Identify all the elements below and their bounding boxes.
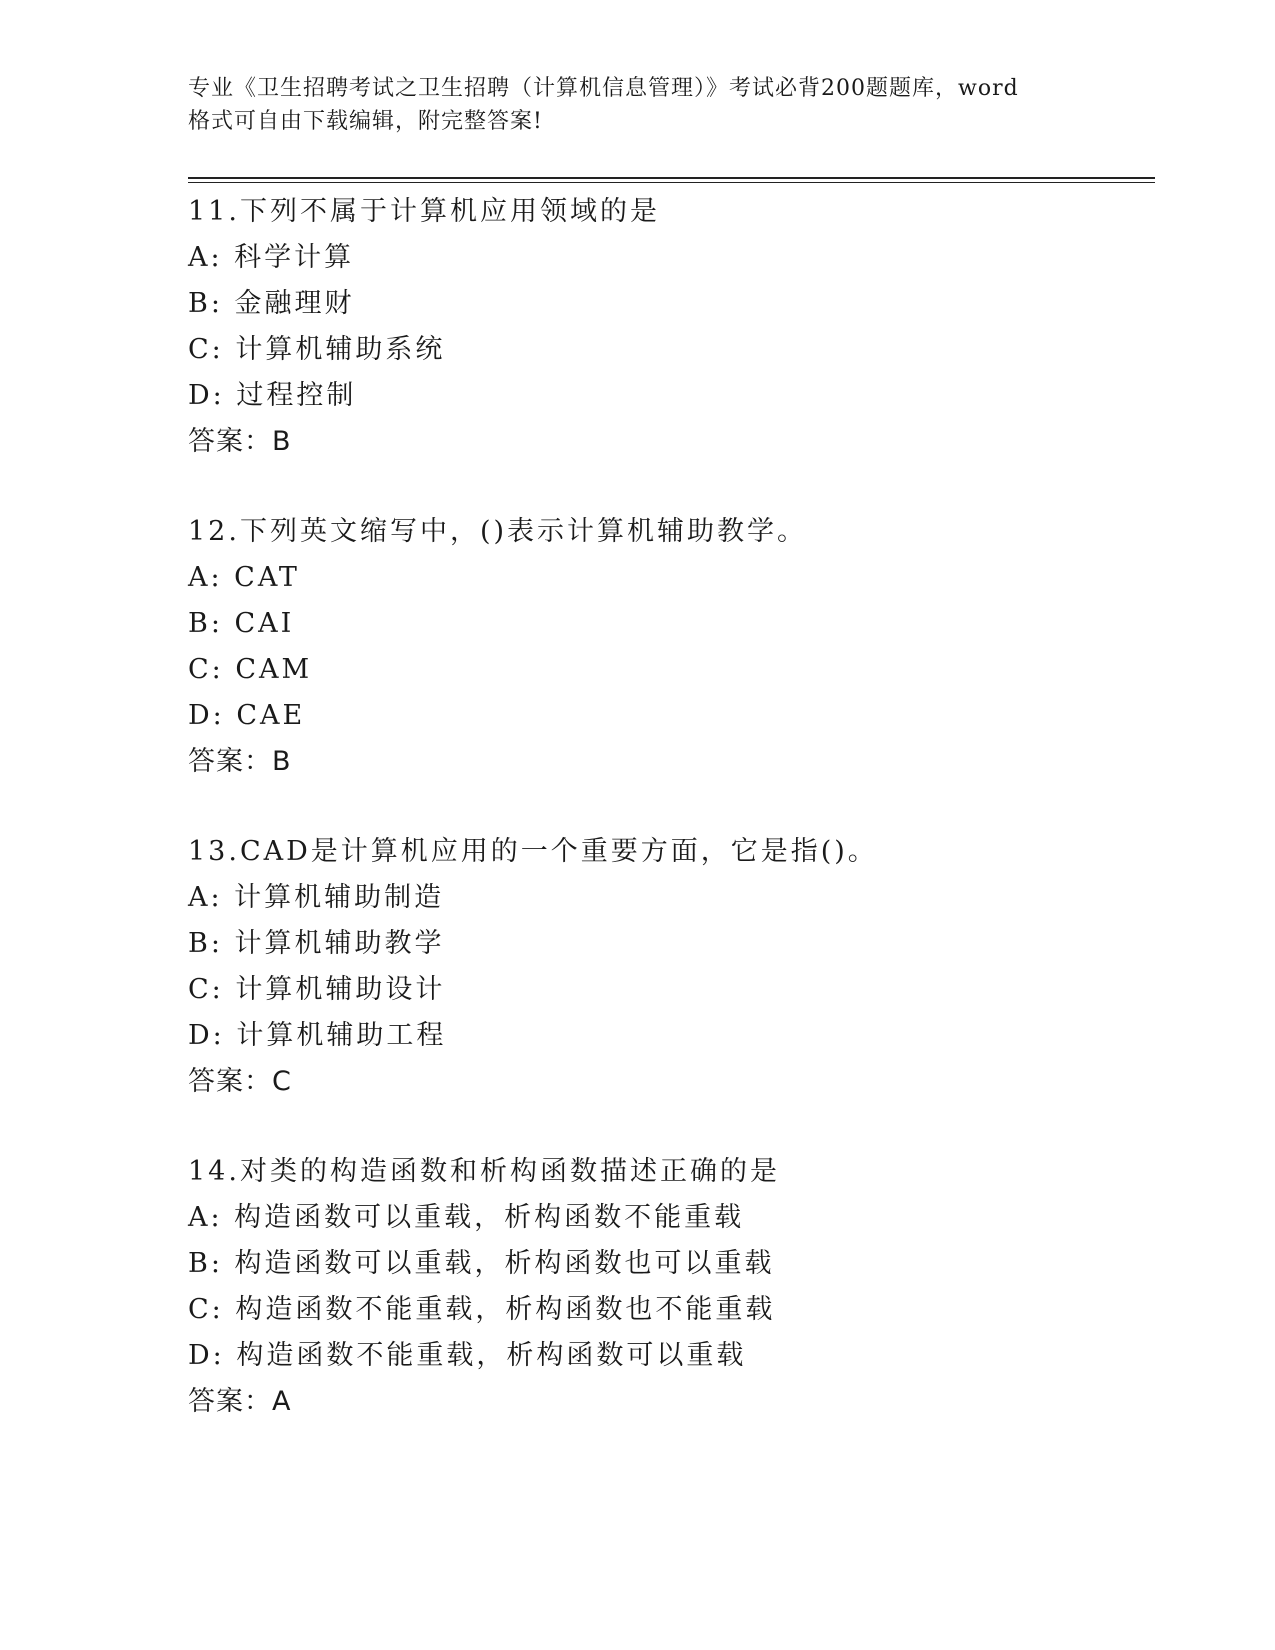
question-stem: 12.下列英文缩写中，()表示计算机辅助教学。: [188, 516, 808, 547]
option-c: C: 计算机辅助设计: [188, 974, 446, 1005]
option-b: B: 金融理财: [188, 288, 355, 319]
option-a: A: CAT: [188, 562, 300, 593]
option-b: B: 构造函数可以重载，析构函数也可以重载: [188, 1248, 775, 1279]
option-d: D: 计算机辅助工程: [188, 1020, 447, 1051]
question-list: [188, 189, 1148, 1469]
answer-line: 答案：A: [188, 1386, 292, 1417]
question-stem: 11.下列不属于计算机应用领域的是: [188, 196, 660, 227]
option-c: C: 计算机辅助系统: [188, 334, 446, 365]
option-c: C: CAM: [188, 654, 313, 685]
option-d: D: CAE: [188, 700, 306, 731]
option-b: B: CAI: [188, 608, 295, 639]
question-stem: 14.对类的构造函数和析构函数描述正确的是: [188, 1156, 780, 1187]
answer-line: 答案：B: [188, 746, 292, 777]
question-block: [188, 509, 1148, 829]
option-d: D: 过程控制: [188, 380, 357, 411]
option-d: D: 构造函数不能重载，析构函数可以重载: [188, 1340, 747, 1371]
answer-line: 答案：C: [188, 1066, 292, 1097]
answer-line: 答案：B: [188, 426, 292, 457]
question-block: [188, 829, 1148, 1149]
question-block: [188, 189, 1148, 509]
option-b: B: 计算机辅助教学: [188, 928, 445, 959]
option-a: A: 计算机辅助制造: [188, 882, 445, 913]
option-a: A: 构造函数可以重载，析构函数不能重载: [188, 1202, 745, 1233]
header-divider-thick: [188, 177, 1155, 179]
question-stem: 13.CAD是计算机应用的一个重要方面，它是指()。: [188, 836, 878, 867]
header-line-2: 格式可自由下载编辑，附完整答案!: [188, 109, 543, 134]
option-c: C: 构造函数不能重载，析构函数也不能重载: [188, 1294, 776, 1325]
option-a: A: 科学计算: [188, 242, 355, 273]
header-line-1: 专业《卫生招聘考试之卫生招聘（计算机信息管理）》考试必背200题题库，word: [188, 76, 1019, 101]
question-block: [188, 1149, 1148, 1469]
document-header: [188, 72, 1088, 138]
header-divider-thin: [188, 182, 1155, 183]
